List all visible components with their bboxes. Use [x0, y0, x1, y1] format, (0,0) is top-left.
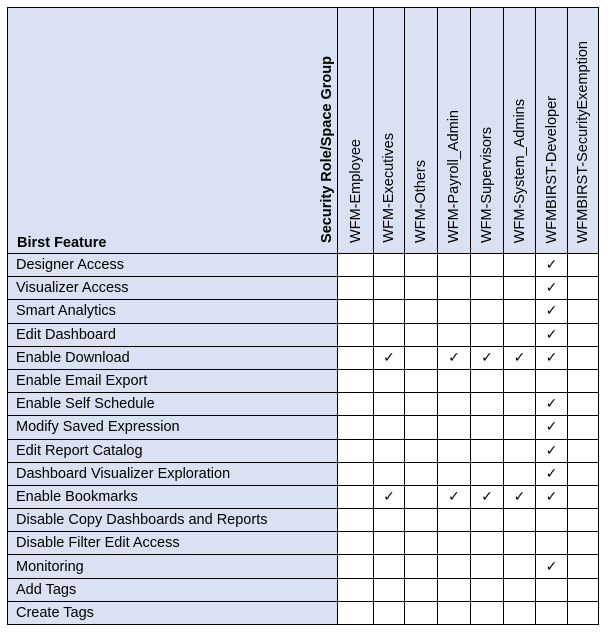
checkmark-icon: ✓ — [545, 349, 558, 366]
permission-cell — [471, 509, 504, 532]
table-row — [8, 369, 599, 392]
permission-cell — [568, 323, 599, 346]
permission-cell — [471, 254, 504, 277]
permission-cell — [405, 300, 438, 323]
permission-cell — [405, 277, 438, 300]
permission-cell — [438, 439, 471, 462]
permission-cell — [338, 254, 374, 277]
feature-name-cell: Modify Saved Expression — [8, 416, 338, 439]
permission-cell — [504, 254, 536, 277]
permission-cell — [471, 439, 504, 462]
permission-cell — [338, 462, 374, 485]
permission-cell — [374, 393, 405, 416]
permission-cell — [504, 439, 536, 462]
checkmark-icon: ✓ — [513, 488, 526, 505]
permission-cell — [568, 601, 599, 624]
permission-cell — [568, 277, 599, 300]
table-row — [8, 300, 599, 323]
permission-cell — [374, 601, 405, 624]
table-row — [8, 578, 599, 601]
permission-cell — [504, 416, 536, 439]
permission-cell — [405, 346, 438, 369]
column-header-wfm-supervisors: WFM-Supervisors — [471, 8, 504, 254]
permission-cell — [536, 555, 568, 578]
permission-cell — [504, 369, 536, 392]
column-header-wfmbirst-securityexemption: WFMBIRST-SecurityExemption — [568, 8, 599, 254]
permission-cell — [568, 416, 599, 439]
permission-cell — [568, 462, 599, 485]
permission-cell — [374, 462, 405, 485]
feature-column-header: Birst Feature — [17, 235, 107, 251]
permission-cell — [504, 346, 536, 369]
permission-cell — [338, 346, 374, 369]
permission-cell — [536, 601, 568, 624]
permission-cell — [405, 393, 438, 416]
feature-name-cell: Edit Report Catalog — [8, 439, 338, 462]
permission-cell — [338, 416, 374, 439]
permission-cell — [438, 485, 471, 508]
feature-name-cell: Enable Download — [8, 346, 338, 369]
permission-cell — [536, 323, 568, 346]
checkmark-icon: ✓ — [383, 349, 395, 366]
permission-cell — [374, 532, 405, 555]
permission-cell — [438, 277, 471, 300]
checkmark-icon: ✓ — [545, 488, 558, 505]
permission-cell — [374, 300, 405, 323]
permission-cell — [536, 369, 568, 392]
permission-cell — [338, 555, 374, 578]
group-axis-header: Security Role/Space Group — [319, 56, 335, 243]
corner-header-cell — [8, 8, 338, 254]
permission-cell — [471, 462, 504, 485]
permission-cell — [374, 485, 405, 508]
permission-cell — [374, 509, 405, 532]
feature-name-cell: Visualizer Access — [8, 277, 338, 300]
permission-cell — [338, 485, 374, 508]
permission-cell — [338, 509, 374, 532]
table-row — [8, 532, 599, 555]
checkmark-icon: ✓ — [545, 257, 558, 274]
permission-cell — [471, 277, 504, 300]
permission-cell — [405, 416, 438, 439]
permission-cell — [438, 532, 471, 555]
permission-cell — [338, 601, 374, 624]
permission-cell — [338, 578, 374, 601]
permission-cell — [374, 578, 405, 601]
permission-cell — [504, 462, 536, 485]
permission-cell — [338, 393, 374, 416]
checkmark-icon: ✓ — [545, 419, 558, 436]
checkmark-icon: ✓ — [448, 488, 460, 505]
permission-cell — [374, 439, 405, 462]
permission-cell — [504, 485, 536, 508]
checkmark-icon: ✓ — [383, 488, 395, 505]
permission-cell — [471, 416, 504, 439]
permission-cell — [338, 439, 374, 462]
permission-cell — [471, 532, 504, 555]
permission-cell — [568, 300, 599, 323]
permission-cell — [536, 254, 568, 277]
permission-cell — [405, 578, 438, 601]
permission-cell — [504, 509, 536, 532]
permission-cell — [568, 555, 599, 578]
permission-cell — [471, 601, 504, 624]
permission-cell — [568, 393, 599, 416]
permission-cell — [374, 555, 405, 578]
checkmark-icon: ✓ — [481, 488, 493, 505]
permission-cell — [471, 485, 504, 508]
permission-cell — [374, 323, 405, 346]
permission-cell — [536, 439, 568, 462]
permission-cell — [471, 578, 504, 601]
feature-name-cell: Enable Email Export — [8, 369, 338, 392]
checkmark-icon: ✓ — [545, 442, 558, 459]
permission-cell — [471, 323, 504, 346]
table-row — [8, 416, 599, 439]
permission-cell — [536, 462, 568, 485]
permission-cell — [338, 277, 374, 300]
checkmark-icon: ✓ — [481, 349, 493, 366]
permission-cell — [504, 300, 536, 323]
checkmark-icon: ✓ — [545, 465, 558, 482]
permission-cell — [405, 323, 438, 346]
permission-cell — [504, 601, 536, 624]
checkmark-icon: ✓ — [545, 396, 558, 413]
feature-name-cell: Create Tags — [8, 601, 338, 624]
column-header-wfm-employee: WFM-Employee — [338, 8, 374, 254]
feature-name-cell: Dashboard Visualizer Exploration — [8, 462, 338, 485]
table-row — [8, 439, 599, 462]
permission-cell — [568, 346, 599, 369]
table-row — [8, 555, 599, 578]
permission-cell — [536, 532, 568, 555]
permission-cell — [471, 369, 504, 392]
feature-name-cell: Smart Analytics — [8, 300, 338, 323]
permission-cell — [504, 277, 536, 300]
permission-cell — [536, 509, 568, 532]
permission-cell — [405, 601, 438, 624]
permission-cell — [536, 578, 568, 601]
permission-cell — [504, 323, 536, 346]
permission-cell — [471, 346, 504, 369]
permission-cell — [338, 323, 374, 346]
permission-cell — [338, 300, 374, 323]
permission-cell — [405, 509, 438, 532]
column-header-wfm-executives: WFM-Executives — [374, 8, 405, 254]
permission-cell — [374, 254, 405, 277]
permission-cell — [438, 555, 471, 578]
checkmark-icon: ✓ — [545, 326, 558, 343]
permission-cell — [405, 485, 438, 508]
permission-cell — [536, 485, 568, 508]
permission-cell — [438, 346, 471, 369]
table-row — [8, 393, 599, 416]
table-row — [8, 462, 599, 485]
table-row — [8, 254, 599, 277]
checkmark-icon: ✓ — [545, 303, 558, 320]
permission-cell — [504, 578, 536, 601]
header-row — [8, 8, 599, 254]
feature-name-cell: Edit Dashboard — [8, 323, 338, 346]
feature-permission-table — [7, 7, 599, 625]
feature-name-cell: Disable Filter Edit Access — [8, 532, 338, 555]
permission-cell — [438, 369, 471, 392]
table-body — [8, 254, 599, 625]
feature-name-cell: Monitoring — [8, 555, 338, 578]
permission-cell — [536, 393, 568, 416]
table-row — [8, 346, 599, 369]
feature-name-cell: Enable Self Schedule — [8, 393, 338, 416]
permission-cell — [568, 578, 599, 601]
permission-cell — [438, 416, 471, 439]
permission-cell — [374, 346, 405, 369]
feature-name-cell: Enable Bookmarks — [8, 485, 338, 508]
permission-cell — [536, 277, 568, 300]
permission-cell — [438, 601, 471, 624]
checkmark-icon: ✓ — [513, 349, 526, 366]
permission-cell — [568, 369, 599, 392]
permission-cell — [438, 462, 471, 485]
checkmark-icon: ✓ — [448, 349, 460, 366]
column-header-wfm-payroll-admin: WFM-Payroll_Admin — [438, 8, 471, 254]
permission-cell — [338, 369, 374, 392]
column-header-wfmbirst-developer: WFMBIRST-Developer — [536, 8, 568, 254]
permission-cell — [438, 509, 471, 532]
permission-cell — [438, 323, 471, 346]
permission-cell — [438, 578, 471, 601]
column-header-wfm-system-admins: WFM-System_Admins — [504, 8, 536, 254]
permission-cell — [405, 439, 438, 462]
permission-cell — [338, 532, 374, 555]
table-row — [8, 509, 599, 532]
permission-cell — [405, 555, 438, 578]
checkmark-icon: ✓ — [545, 558, 558, 575]
permission-cell — [536, 346, 568, 369]
feature-name-cell: Disable Copy Dashboards and Reports — [8, 509, 338, 532]
table-row — [8, 323, 599, 346]
permission-cell — [536, 416, 568, 439]
permission-cell — [471, 300, 504, 323]
permission-cell — [471, 555, 504, 578]
checkmark-icon: ✓ — [545, 280, 558, 297]
permission-cell — [405, 254, 438, 277]
permission-cell — [568, 254, 599, 277]
permission-cell — [568, 509, 599, 532]
permission-cell — [438, 300, 471, 323]
permission-cell — [536, 300, 568, 323]
permission-cell — [374, 416, 405, 439]
table-row — [8, 601, 599, 624]
permission-cell — [568, 485, 599, 508]
permission-cell — [504, 393, 536, 416]
permission-cell — [471, 393, 504, 416]
permission-cell — [504, 555, 536, 578]
feature-name-cell: Add Tags — [8, 578, 338, 601]
permission-cell — [374, 277, 405, 300]
table-row — [8, 277, 599, 300]
permission-cell — [568, 439, 599, 462]
permission-cell — [405, 369, 438, 392]
permission-cell — [438, 254, 471, 277]
feature-name-cell: Designer Access — [8, 254, 338, 277]
permission-cell — [405, 532, 438, 555]
permission-cell — [504, 532, 536, 555]
column-header-wfm-others: WFM-Others — [405, 8, 438, 254]
permission-cell — [405, 462, 438, 485]
permission-cell — [374, 369, 405, 392]
permission-cell — [438, 393, 471, 416]
table-row — [8, 485, 599, 508]
permission-cell — [568, 532, 599, 555]
